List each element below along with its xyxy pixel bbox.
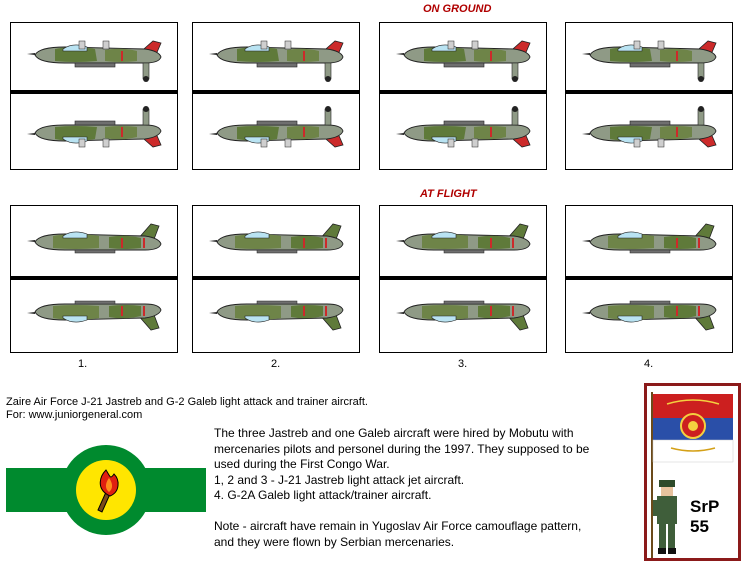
- jastreb-ground-top: [207, 29, 347, 85]
- description-line: Note - aircraft have remain in Yugoslav Air Force camouflage pattern,: [214, 519, 582, 533]
- jastreb-ground-bottom: [394, 103, 534, 159]
- column-number-3: 3.: [458, 358, 468, 370]
- card-divider: [379, 90, 547, 94]
- card-divider: [192, 276, 360, 280]
- jastreb-ground-top: [394, 29, 534, 85]
- ground-card-3: [379, 22, 547, 170]
- column-number-2: 2.: [271, 358, 281, 370]
- card-divider: [192, 90, 360, 94]
- card-divider: [565, 276, 733, 280]
- jastreb-flight-bottom: [25, 284, 165, 340]
- card-divider: [10, 276, 178, 280]
- description-line: The three Jastreb and one Galeb aircraft were hired by Mobutu with: [214, 426, 574, 440]
- jastreb-flight-top: [394, 214, 534, 270]
- caption-title: Zaire Air Force J-21 Jastreb and G-2 Galeb light attack and trainer aircraft.: [6, 396, 368, 408]
- caption-source: For: www.juniorgeneral.com: [6, 409, 143, 421]
- ground-card-1: [10, 22, 178, 170]
- jastreb-flight-bottom: [207, 284, 347, 340]
- card-divider: [10, 90, 178, 94]
- unit-badge-code: SrP: [690, 497, 720, 516]
- description-line: 4. G-2A Galeb light attack/trainer aircraft.: [214, 488, 432, 502]
- description-line: mercenaries pilots and personel during the 1997. They supposed to be: [214, 441, 590, 456]
- unit-badge-number: 55: [690, 517, 709, 536]
- galeb-ground-bottom: [580, 103, 720, 159]
- jastreb-flight-top: [207, 214, 347, 270]
- galeb-ground-top: [580, 29, 720, 85]
- flight-card-3: [379, 205, 547, 353]
- column-number-4: 4.: [644, 358, 654, 370]
- ground-card-2: [192, 22, 360, 170]
- description-line: used during the First Congo War.: [214, 457, 390, 471]
- column-number-1: 1.: [78, 358, 88, 370]
- description-line: and they were flown by Serbian mercenaries.: [214, 534, 455, 549]
- description-line: [214, 504, 634, 520]
- flight-card-1: [10, 205, 178, 353]
- flight-card-2: [192, 205, 360, 353]
- jastreb-flight-bottom: [394, 284, 534, 340]
- jastreb-ground-bottom: [25, 103, 165, 159]
- description: [214, 426, 634, 550]
- card-divider: [379, 276, 547, 280]
- flight-card-4: [565, 205, 733, 353]
- zaire-roundel: [6, 440, 206, 540]
- description-line: 1, 2 and 3 - J-21 Jastreb light attack jet aircraft.: [214, 472, 465, 487]
- jastreb-ground-top: [25, 29, 165, 85]
- ground-card-4: [565, 22, 733, 170]
- at-flight-title: AT FLIGHT: [420, 188, 477, 200]
- galeb-flight-top: [580, 214, 720, 270]
- on-ground-title: ON GROUND: [423, 3, 492, 15]
- jastreb-flight-top: [25, 214, 165, 270]
- galeb-flight-bottom: [580, 284, 720, 340]
- card-divider: [565, 90, 733, 94]
- unit-badge: [690, 497, 719, 537]
- jastreb-ground-bottom: [207, 103, 347, 159]
